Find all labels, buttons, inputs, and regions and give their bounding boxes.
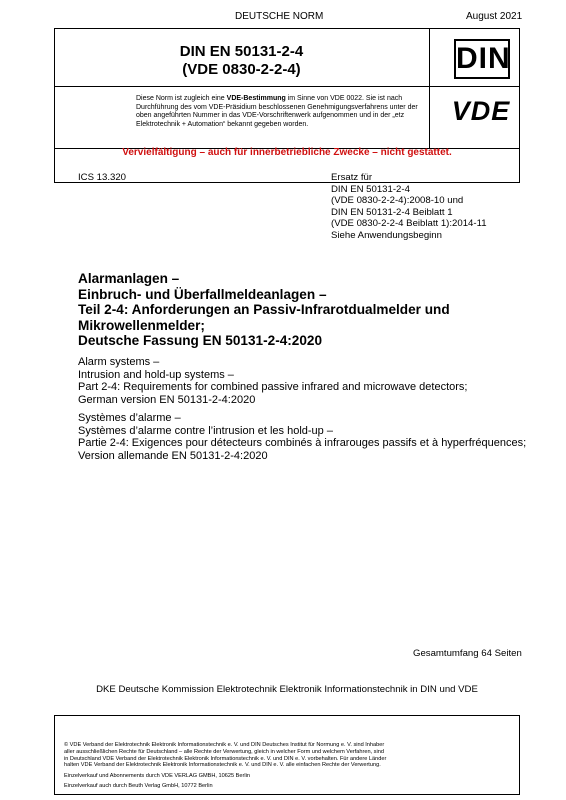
copyright-line: halten VDE Verband der Elektrotechnik Elektronik Informationstechnik e. V. und DIN e. V. alle einfachen Rechte der Verwertung.: [64, 762, 381, 769]
copy-warning: Vervielfältigung – auch für innerbetriebliche Zwecke – nicht gestattet.: [122, 147, 452, 158]
sale-vde: Einzelverkauf und Abonnements durch VDE VERLAG GMBH, 10625 Berlin: [64, 773, 250, 779]
total-pages: Gesamtumfang 64 Seiten: [413, 648, 522, 659]
title-line: Systèmes d’alarme –: [78, 412, 181, 424]
replacement-block: [331, 172, 487, 241]
replacement-line: DIN EN 50131-2-4: [331, 183, 410, 195]
title-line: Teil 2-4: Anforderungen an Passiv-Infrarotdualmelder und: [78, 302, 450, 317]
title-line: Deutsche Fassung EN 50131-2-4:2020: [78, 333, 323, 348]
copyright-line: aller ausschließlichen Rechte für Deutschland – alle Rechte der Verwertung, gleich in welcher Form und welchem Verfahren, sind: [64, 748, 384, 755]
publication-date: August 2021: [466, 11, 523, 22]
notice-bold: VDE-Bestimmung: [226, 95, 286, 102]
title-line: Alarmanlagen –: [78, 271, 180, 286]
replacement-line: DIN EN 50131-2-4 Beiblatt 1: [331, 206, 453, 218]
notice-prefix: Diese Norm ist zugleich eine: [136, 95, 227, 102]
title-line: Partie 2-4: Exigences pour détecteurs combinés à infrarouges passifs et à hyperfréquences;: [78, 437, 527, 450]
title-line: Systèmes d’alarme contre l’intrusion et les hold-up –: [78, 424, 333, 437]
notice-rest: im Sinne von VDE 0022. Sie ist nach Durchführung des vom VDE-Präsidium beschlossenen Genehmigungsverfahrens unter der oben angeführten Nummer in das VDE-Vorschriftenwerk aufgenommen und in der „etz Elektrotechnik + Automation“ bekannt gegeben worden.: [136, 95, 418, 128]
title-line: Version allemande EN 50131-2-4:2020: [78, 450, 268, 463]
copyright-line: in Deutschland VDE Verband der Elektrotechnik Elektronik Informationstechnik e. V. und DIN e. V. vorbehalten. Für andere Länder: [64, 755, 387, 762]
title-line: German version EN 50131-2-4:2020: [78, 394, 256, 407]
replacement-line: Siehe Anwendungsbeginn: [331, 229, 442, 241]
sale-beuth: Einzelverkauf auch durch Beuth Verlag GmbH, 10772 Berlin: [64, 783, 213, 789]
title-line: Alarm systems –: [78, 356, 160, 368]
header-divider-horizontal: [54, 86, 520, 87]
doc-number: DIN EN 50131-2-4: [179, 43, 304, 60]
title-line: Einbruch- und Überfallmeldeanlagen –: [78, 286, 327, 302]
header-divider-vertical: [429, 28, 430, 148]
vde-notice: [136, 95, 424, 129]
din-logo: DIN: [454, 39, 510, 79]
dke-line: DKE Deutsche Kommission Elektrotechnik Elektronik Informationstechnik in DIN und VDE: [96, 684, 478, 695]
title-line: Part 2-4: Requirements for combined passive infrared and microwave detectors;: [78, 381, 468, 394]
copyright-notice: [64, 742, 514, 769]
replacement-line: (VDE 0830-2-2-4 Beiblatt 1):2014-11: [331, 218, 487, 229]
replacement-line: (VDE 0830-2-2-4):2008-10 und: [331, 195, 464, 206]
vde-logo: VDE: [451, 96, 511, 126]
replacement-line: Ersatz für: [331, 172, 373, 183]
title-english: [78, 356, 538, 407]
ics-code: ICS 13.320: [78, 172, 127, 183]
vde-number: (VDE 0830-2-2-4): [182, 61, 301, 78]
copyright-line: © VDE Verband der Elektrotechnik Elektronik Informationstechnik e. V. und DIN Deutsches Institut für Normung e. V. sind Inhaber: [64, 742, 385, 748]
title-french: [78, 412, 538, 463]
title-line: Mikrowellenmelder;: [78, 317, 205, 333]
title-german: [78, 271, 518, 349]
standard-type: DEUTSCHE NORM: [235, 11, 324, 22]
title-line: Intrusion and hold-up systems –: [78, 368, 234, 381]
